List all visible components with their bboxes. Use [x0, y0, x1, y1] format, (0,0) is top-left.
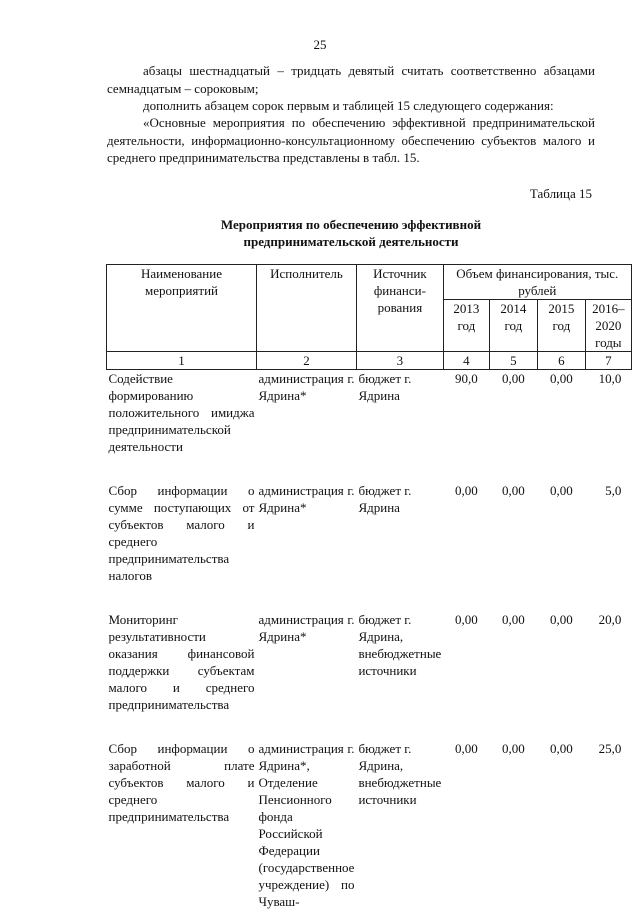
row-2013: 90,0: [454, 371, 478, 386]
paragraph-1: абзацы шестнадцатый – тридцать девятый считать соответственно абзацами семнадцатым – сороковым;: [107, 63, 595, 96]
page-number: 25: [313, 37, 327, 52]
row-2013: 0,00: [454, 741, 478, 756]
row-executor: администрация г. Ядрина*: [258, 483, 355, 515]
row-2016-2020: 5,0: [605, 483, 622, 498]
header-executor: Исполнитель: [257, 265, 357, 352]
row-executor: администрация г. Ядрина*: [258, 371, 355, 403]
table-row: [107, 611, 632, 713]
row-name: Содействие формированию положительного имиджа предпринимательской деятельности: [108, 371, 255, 454]
row-2015: 0,00: [549, 741, 573, 756]
row-2014: 0,00: [501, 741, 525, 756]
row-2015: 0,00: [549, 371, 573, 386]
table-title: [107, 216, 595, 250]
row-2016-2020: 20,0: [598, 612, 622, 627]
row-2014: 0,00: [501, 483, 525, 498]
row-name: Сбор информации о заработной плате субъектов малого и среднего предпринимательства: [108, 741, 255, 824]
row-2016-2020: 10,0: [598, 371, 622, 386]
table-title-line-2: предпринимательской деятельности: [243, 234, 459, 249]
row-2014: 0,00: [501, 612, 525, 627]
row-source: бюджет г. Ядрина, внебюджетные источники: [358, 612, 442, 678]
row-executor: администрация г. Ядрина*, Отделение Пенсионного фонда Российской Федерации (государственное учреждение) по Чуваш-: [258, 741, 355, 909]
paragraph-3: «Основные мероприятия по обеспечению эффективной предпринимательской деятельности, информационно-консультационному обеспечению субъектов малого и среднего предпринимательства представлены в табл. 15.: [107, 115, 595, 165]
row-name: Мониторинг результативности оказания финансовой поддержки субъектам малого и среднего предпринимательства: [108, 612, 255, 712]
header-name: Наименование мероприятий: [107, 265, 257, 352]
row-2013: 0,00: [454, 483, 478, 498]
table-row: [107, 740, 632, 910]
table-title-line-1: Мероприятия по обеспечению эффективной: [220, 217, 482, 232]
table-label: Таблица 15: [529, 186, 592, 201]
header-2014: 2014 год: [489, 300, 537, 352]
header-source: Источник финанси-рования: [356, 265, 443, 352]
row-source: бюджет г. Ядрина, внебюджетные источники: [358, 741, 442, 807]
row-name: Сбор информации о сумме поступающих от субъектов малого и среднего предпринимательства налогов: [108, 483, 255, 583]
col-number: 5: [489, 352, 537, 370]
header-2013: 2013 год: [443, 300, 489, 352]
measures-table: [106, 264, 632, 910]
col-number: 4: [443, 352, 489, 370]
row-2016-2020: 25,0: [598, 741, 622, 756]
header-2016-2020: 2016–2020 годы: [585, 300, 631, 352]
table-row: [107, 370, 632, 456]
row-source: бюджет г. Ядрина: [358, 371, 412, 403]
header-volume: Объем финансирования, тыс. рублей: [443, 265, 631, 300]
row-2015: 0,00: [549, 483, 573, 498]
col-number: 3: [356, 352, 443, 370]
col-number: 7: [585, 352, 631, 370]
row-executor: администрация г. Ядрина*: [258, 612, 355, 644]
col-number: 6: [537, 352, 585, 370]
table-row: [107, 482, 632, 584]
header-2015: 2015 год: [537, 300, 585, 352]
row-2015: 0,00: [549, 612, 573, 627]
paragraph-2: дополнить абзацем сорок первым и таблицей 15 следующего содержания:: [143, 98, 554, 113]
col-number: 1: [107, 352, 257, 370]
col-number: 2: [257, 352, 357, 370]
row-2014: 0,00: [501, 371, 525, 386]
row-2013: 0,00: [454, 612, 478, 627]
row-source: бюджет г. Ядрина: [358, 483, 412, 515]
